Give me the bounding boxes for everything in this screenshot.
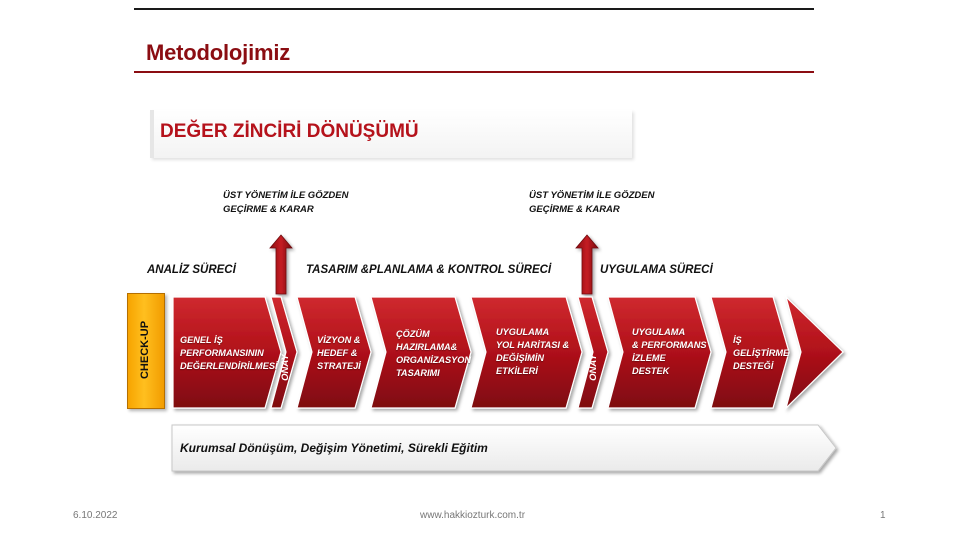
up-arrow-1 — [270, 235, 292, 294]
subtitle-text: DEĞER ZİNCİRİ DÖNÜŞÜMÜ — [160, 121, 419, 142]
step-6-line1: İŞ — [733, 335, 742, 345]
gate-1-label: ONAY — [279, 354, 291, 381]
footer-website: www.hakkiozturk.com.tr — [420, 510, 526, 521]
step-1-line1: GENEL İŞ — [180, 335, 223, 345]
step-5-label — [632, 326, 707, 378]
footer-page-number: 1 — [880, 510, 886, 521]
footer-date: 6.10.2022 — [73, 510, 118, 521]
review-note-1-line1: ÜST YÖNETİM İLE GÖZDEN — [223, 190, 349, 201]
step-6-line3: DESTEĞİ — [733, 361, 774, 371]
step-1-line2: PERFORMANSININ — [180, 348, 264, 358]
step-6-label — [733, 334, 789, 373]
step-1-label — [180, 334, 278, 373]
step-4-label — [496, 326, 569, 378]
step-2-line1: VİZYON & — [317, 335, 361, 345]
slide-title: Metodolojimiz — [146, 40, 291, 65]
step-6-line2: GELİŞTİRME — [733, 348, 790, 358]
step-3-line3: ORGANİZASYON — [396, 355, 472, 365]
step-5-line3: İZLEME — [632, 353, 666, 363]
step-4-line2: YOL HARİTASI & — [496, 340, 570, 350]
step-5-line2: & PERFORMANS — [632, 340, 707, 350]
checkup-label: CHECK-UP — [139, 320, 151, 380]
step-2-line2: HEDEF & — [317, 348, 358, 358]
phase-analysis: ANALİZ SÜRECİ — [147, 264, 236, 276]
step-2-label — [317, 334, 361, 373]
review-note-2-line2: GEÇİRME & KARAR — [529, 204, 620, 215]
step-4-line4: ETKİLERİ — [496, 366, 538, 376]
step-3-line1: ÇÖZÜM — [396, 329, 430, 339]
review-note-2-line1: ÜST YÖNETİM İLE GÖZDEN — [529, 190, 655, 201]
phase-design-planning: TASARIM &PLANLAMA & KONTROL SÜRECİ — [306, 264, 552, 276]
step-4-line3: DEĞİŞİMİN — [496, 353, 544, 363]
step-5-line4: DESTEK — [632, 366, 670, 376]
step-3-line4: TASARIMI — [396, 368, 440, 378]
step-3-line2: HAZIRLAMA& — [396, 342, 458, 352]
final-arrow-head — [786, 297, 843, 408]
step-3-label — [396, 328, 471, 380]
step-5-line1: UYGULAMA — [632, 327, 686, 337]
step-2-line3: STRATEJİ — [317, 361, 361, 371]
up-arrow-2 — [576, 235, 598, 294]
review-note-1-line2: GEÇİRME & KARAR — [223, 204, 314, 215]
continuous-process-label: Kurumsal Dönüşüm, Değişim Yönetimi, Sürekli Eğitim — [180, 441, 488, 455]
phase-implementation: UYGULAMA SÜRECİ — [600, 264, 713, 276]
gate-2-chevron — [578, 297, 608, 408]
step-1-line3: DEĞERLENDİRİLMESİ — [180, 361, 278, 371]
step-4-line1: UYGULAMA — [496, 327, 550, 337]
gate-2-label: ONAY — [587, 354, 599, 381]
